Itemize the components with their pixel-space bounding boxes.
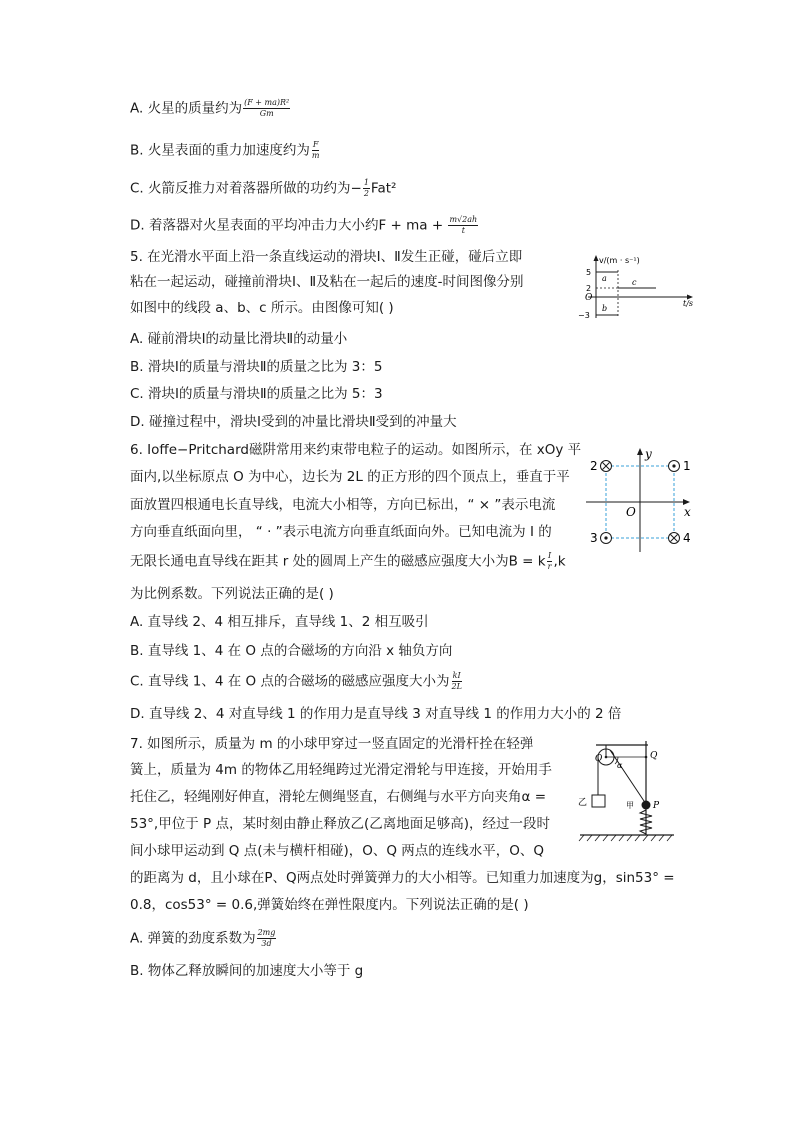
q6-stem-line-4: 方向垂直纸面向里， “ · ”表示电流方向垂直纸面向外。已知电流为 I 的 [130, 524, 552, 540]
q6-y-arrow [637, 448, 643, 455]
q7-stem-line-2: 簧上，质量为 4m 的物体乙用轻绳跨过光滑定滑轮与甲连接，开始用手 [130, 762, 552, 778]
q5-graph-y-arrow [594, 255, 599, 261]
q5-stem-line-3: 如图中的线段 a、b、c 所示。由图像可知( ) [130, 300, 394, 316]
q7-label-q: Q [650, 751, 658, 761]
q4-option-c-fraction: $\frac{1}{2}$ [363, 178, 369, 198]
q6-stem-line-5 [130, 551, 566, 572]
q4-option-b-text: B. 火星表面的重力加速度约为 [130, 142, 310, 159]
q6-stem-line-1: 6. Ioffe−Pritchard磁阱常用来约束带电粒子的运动。如图所示，在 xOy 平 [130, 442, 582, 458]
q5-stem-line-1: 5. 在光滑水平面上沿一条直线运动的滑块Ⅰ、Ⅱ发生正碰，碰后立即 [130, 249, 523, 265]
q5-graph-label-a: a [602, 274, 607, 283]
q7-option-b: B. 物体乙释放瞬间的加速度大小等于 g [130, 963, 364, 979]
q6-wire-1-label: 1 [683, 459, 691, 473]
q5-stem-line-2: 粘在一起运动，碰撞前滑块Ⅰ、Ⅱ及粘在一起后的速度-时间图像分别 [130, 274, 524, 290]
q5-option-d: D. 碰撞过程中，滑块Ⅰ受到的冲量比滑块Ⅱ受到的冲量大 [130, 414, 457, 430]
q4-option-d-fraction: $\frac{m√2ah}{t}$ [449, 215, 478, 235]
q5-graph-tick-neg3: −3 [578, 311, 590, 320]
q6-wire-4-label: 4 [683, 531, 691, 545]
q6-option-a: A. 直导线 2、4 相互排斥，直导线 1、2 相互吸引 [130, 614, 429, 630]
q7-stem-line-4: 53°,甲位于 P 点，某时刻由静止释放乙(乙离地面足够高)，经过一段时 [130, 816, 550, 832]
q6-stem-line-3: 面放置四根通电长直导线，电流大小相等，方向已标出，“ × ”表示电流 [130, 497, 556, 513]
q7-stem-line-7: 0.8，cos53° = 0.6,弹簧始终在弹性限度内。下列说法正确的是( ) [130, 897, 529, 913]
q7-label-yi: 乙 [578, 798, 588, 808]
q4-option-a-text: A. 火星的质量约为 [130, 100, 243, 117]
q4-option-d-text: D. 着落器对火星表面的平均冲击力大小约F + ma + [130, 217, 448, 234]
q4-option-c-text: C. 火箭反推力对着落器所做的功约为− [130, 180, 362, 197]
q7-option-a-fraction: $\frac{2mg}{3d}$ [257, 928, 276, 948]
q5-graph-tick-2: 2 [586, 284, 592, 293]
q6-wire-figure [582, 446, 698, 558]
q4-option-c [130, 178, 396, 199]
q4-option-a-fraction: $\frac{\text{(F + ma)R²}}{Gm}$ [244, 98, 290, 118]
q5-option-b: B. 滑块Ⅰ的质量与滑块Ⅱ的质量之比为 3：5 [130, 359, 383, 375]
q4-option-d [130, 215, 479, 236]
q7-pulley-figure [574, 735, 680, 847]
q7-ground-hatching [579, 835, 672, 841]
q5-graph-label-c: c [632, 278, 637, 287]
q5-option-a: A. 碰前滑块Ⅰ的动量比滑块Ⅱ的动量小 [130, 331, 348, 347]
q7-option-a-text: A. 弹簧的劲度系数为 [130, 930, 256, 947]
q4-option-c-post: Fat² [370, 180, 397, 197]
q6-x-label: x [684, 505, 691, 519]
q7-stem-line-1: 7. 如图所示，质量为 m 的小球甲穿过一竖直固定的光滑杆拴在轻弹 [130, 736, 534, 752]
q6-wire-3-label: 3 [590, 531, 598, 545]
q4-option-b [130, 140, 321, 161]
q6-b-formula-post: ,k [553, 553, 566, 570]
q6-b-formula-fraction: $\frac{I}{r}$ [547, 551, 552, 571]
q6-wire-2-label: 2 [590, 459, 598, 473]
q7-option-a [130, 928, 277, 949]
q6-wire-2-into-page-icon [601, 461, 612, 472]
q7-label-alpha: α [617, 761, 623, 770]
q7-label-o: O [595, 754, 603, 764]
q5-graph-label-b: b [602, 304, 608, 313]
q7-label-p: P [653, 801, 660, 811]
q4-option-a [130, 98, 291, 119]
q6-option-d: D. 直导线 2、4 对直导线 1 的作用力是直导线 3 对直导线 1 的作用力大小的 2 倍 [130, 706, 622, 722]
q5-graph-x-label: t/s [683, 299, 694, 308]
q7-stem-line-3: 托住乙，轻绳刚好伸直，滑轮左侧绳竖直，右侧绳与水平方向夹角α = [130, 789, 547, 805]
q5-graph-tick-5: 5 [586, 268, 592, 277]
q6-stem-line-6: 为比例系数。下列说法正确的是( ) [130, 586, 334, 602]
q7-ball-jia [642, 801, 651, 810]
q5-velocity-time-graph [572, 250, 702, 322]
q7-point-q [645, 756, 648, 759]
q6-stem-line-5-text: 无限长通电直导线在距其 r 处的圆周上产生的磁感应强度大小为B = k [130, 553, 546, 570]
q7-label-jia: 甲 [626, 801, 634, 810]
q6-origin-label: O [626, 505, 636, 519]
q6-option-b: B. 直导线 1、4 在 O 点的合磁场的方向沿 x 轴负方向 [130, 643, 453, 659]
q5-graph-origin: O [585, 293, 593, 303]
q5-graph-y-label: v/(m · s⁻¹) [599, 256, 640, 265]
q4-option-b-fraction: $\frac{F}{m}$ [311, 140, 320, 160]
q6-option-c-text: C. 直导线 1、4 在 O 点的合磁场的磁感应强度大小为 [130, 673, 450, 690]
q7-stem-line-6: 的距离为 d，且小球在P、Q两点处时弹簧弹力的大小相等。已知重力加速度为g，sin53° = [130, 870, 675, 886]
q6-wire-3-out-of-page-icon [601, 533, 612, 544]
q6-wire-1-out-of-page-icon [669, 461, 680, 472]
q7-block-yi [592, 795, 605, 807]
q6-option-c [130, 671, 464, 692]
q6-wire-4-into-page-icon [669, 533, 680, 544]
q6-option-c-fraction: $\frac{kI}{2L}$ [451, 671, 462, 691]
q7-right-rope [610, 750, 646, 804]
q6-y-label: y [645, 447, 652, 461]
q6-stem-line-2: 面内,以坐标原点 O 为中心，边长为 2L 的正方形的四个顶点上，垂直于平 [130, 469, 570, 485]
q7-stem-line-5: 间小球甲运动到 Q 点(未与横杆相碰)，O、Q 两点的连线水平，O、Q [130, 843, 545, 859]
q5-option-c: C. 滑块Ⅰ的质量与滑块Ⅱ的质量之比为 5：3 [130, 386, 383, 402]
